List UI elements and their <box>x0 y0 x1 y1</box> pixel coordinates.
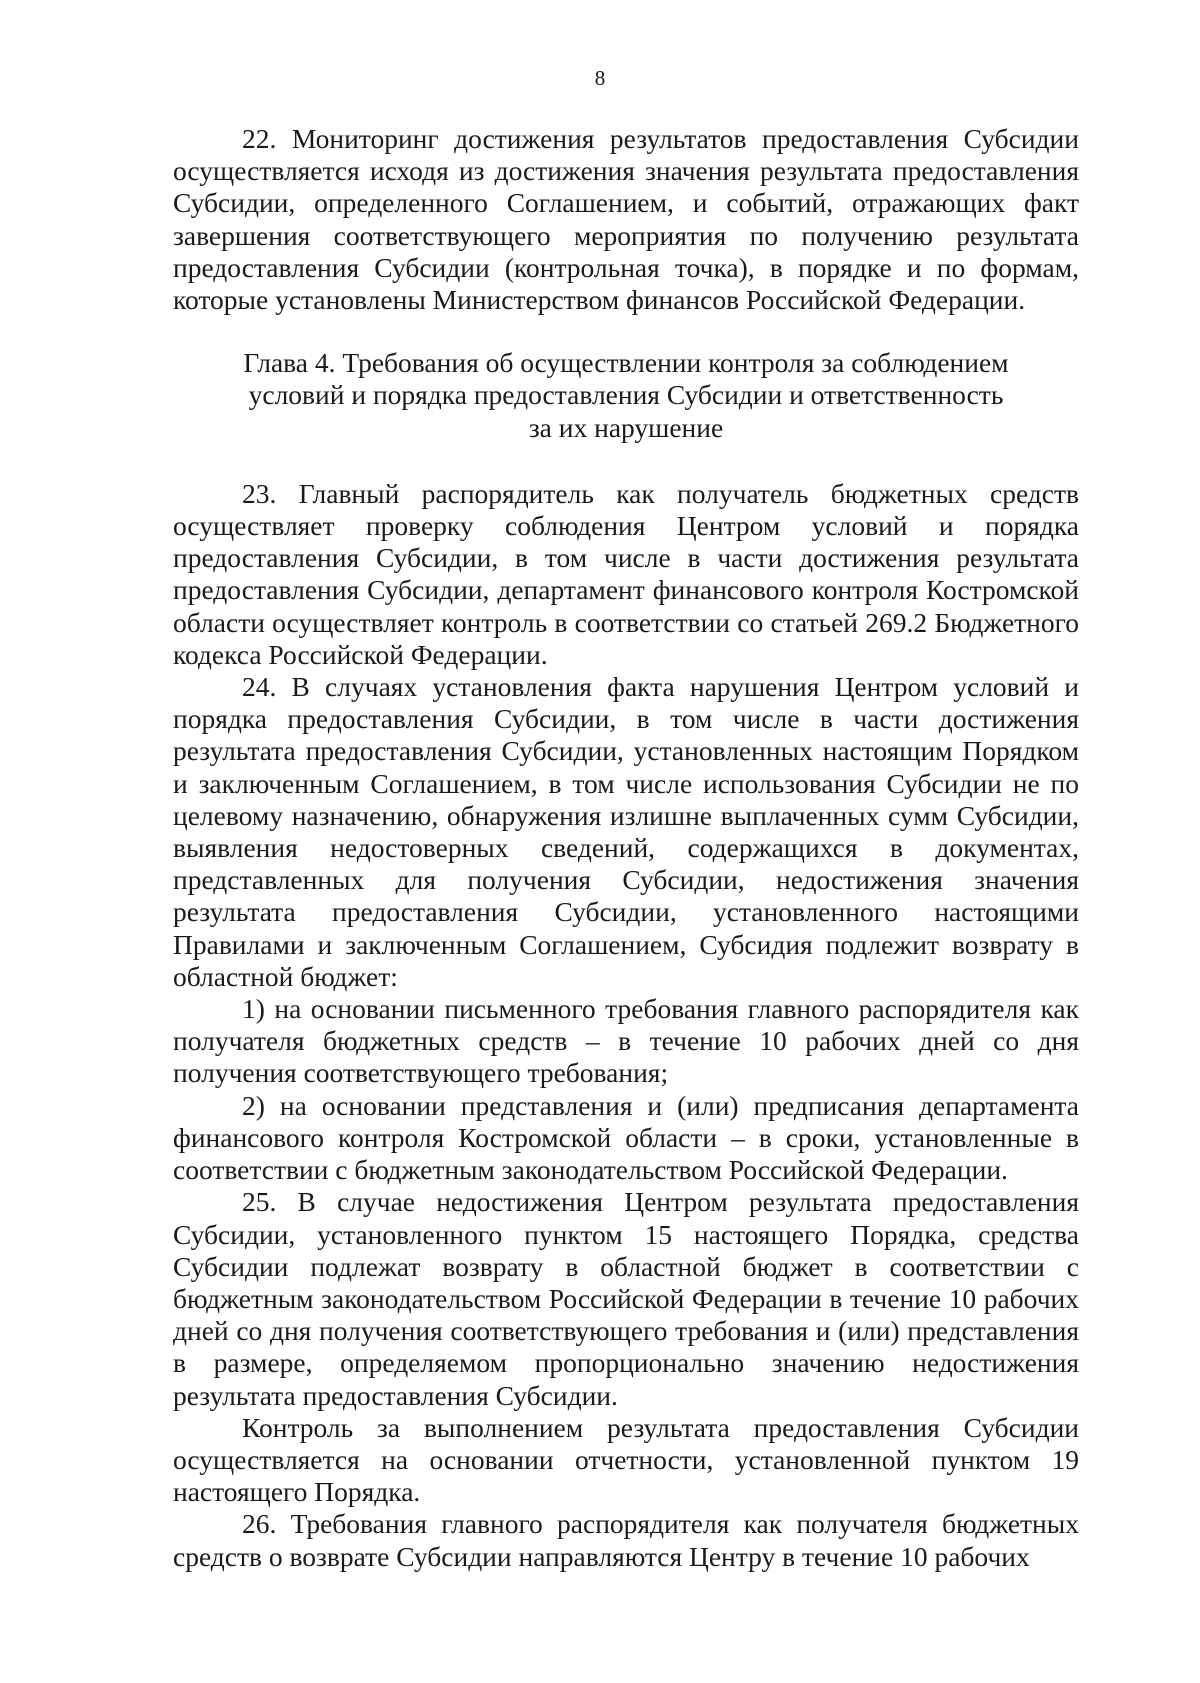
paragraph-25: 25. В случае недостижения Центром результата предоставления Субсидии, установленного пунктом 15 настоящего Порядка, средства Субсидии подлежат возврату в областной бюджет в соответствии с бюджетным законодательством Российской Федерации в течение 10 рабочих дней со дня получения соответствующего требования и (или) представления в размере, определяемом пропорционально значению недостижения результата предоставления Субсидии. <box>173 1186 1079 1411</box>
chapter-heading-line-2: условий и порядка предоставления Субсидии и ответственность <box>248 379 1004 411</box>
paragraph-23: 23. Главный распорядитель как получатель бюджетных средств осуществляет проверку соблюдения Центром условий и порядка предоставления Субсидии, в том числе в части достижения результата предоставления Субсидии, департамент финансового контроля Костромской области осуществляет контроль в соответствии со статьей 269.2 Бюджетного кодекса Российской Федерации. <box>173 477 1079 670</box>
paragraph-24-item-2: 2) на основании представления и (или) предписания департамента финансового контроля Костромской области – в сроки, установленные в соответствии с бюджетным законодательством Российской Федерации. <box>173 1089 1079 1186</box>
paragraph-22: 22. Мониторинг достижения результатов предоставления Субсидии осуществляется исходя из достижения значения результата предоставления Субсидии, определенного Соглашением, и событий, отражающих факт завершения соответствующего мероприятия по получению результата предоставления Субсидии (контрольная точка), в порядке и по формам, которые установлены Министерством финансов Российской Федерации. <box>173 123 1079 316</box>
chapter-heading-line-1: Глава 4. Требования об осуществлении контроля за соблюдением <box>243 347 1009 379</box>
paragraph-25-control: Контроль за выполнением результата предоставления Субсидии осуществляется на основании отчетности, установленной пунктом 19 настоящего Порядка. <box>173 1411 1079 1508</box>
page-number: 8 <box>594 66 606 90</box>
chapter-heading-line-3: за их нарушение <box>528 411 724 443</box>
paragraph-24-item-1: 1) на основании письменного требования главного распорядителя как получателя бюджетных средств – в течение 10 рабочих дней со дня получения соответствующего требования; <box>173 993 1079 1089</box>
paragraph-24: 24. В случаях установления факта нарушения Центром условий и порядка предоставления Субсидии, в том числе в части достижения результата предоставления Субсидии, установленных настоящим Порядком и заключенным Соглашением, в том числе использования Субсидии не по целевому назначению, обнаружения излишне выплаченных сумм Субсидии, выявления недостоверных сведений, содержащихся в документах, представленных для получения Субсидии, недостижения значения результата предоставления Субсидии, установленного настоящими Правилами и заключенным Соглашением, Субсидия подлежит возврату в областной бюджет: <box>173 671 1079 992</box>
chapter-heading <box>173 347 1079 444</box>
paragraph-26: 26. Требования главного распорядителя как получателя бюджетных средств о возврате Субсидии направляются Центру в течение 10 рабочих <box>173 1508 1079 1572</box>
document-body <box>173 123 1079 1573</box>
